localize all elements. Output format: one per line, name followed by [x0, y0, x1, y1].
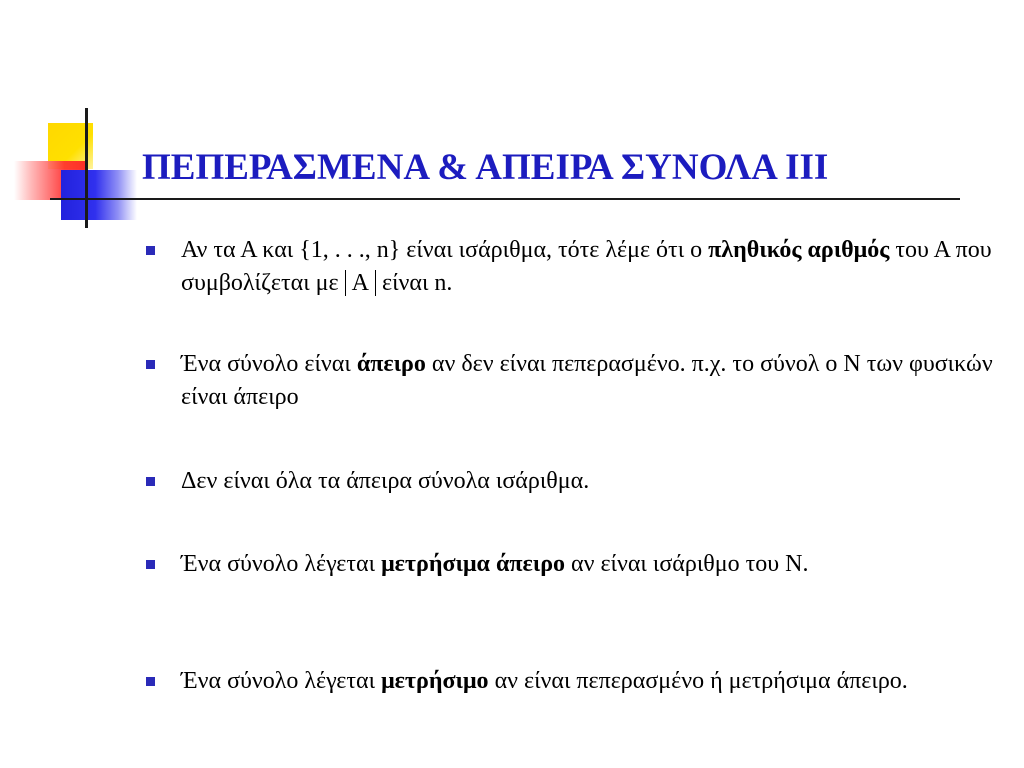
bullet-square-icon	[146, 246, 155, 255]
bullet-square-icon	[146, 360, 155, 369]
bullet-text: αν δεν είναι πεπερασμένο. π.χ. το σύνολ ο Ν των φυσικών είναι άπειρο	[181, 351, 993, 410]
bullet-text: Δεν είναι όλα τα άπειρα σύνολα ισάριθμα.	[181, 468, 590, 494]
bullet-item-cardinality	[181, 234, 1001, 300]
bullet-bold-term: πληθικός αριθμός	[708, 237, 890, 263]
bullet-square-icon	[146, 477, 155, 486]
logo-vertical-line	[85, 108, 88, 228]
logo-blue-square	[61, 170, 137, 220]
bullet-text: Αν τα Α και {1, . . ., n} είναι ισάριθμα, τότε λέμε ότι ο	[181, 237, 709, 263]
bullet-bold-term: άπειρο	[356, 351, 426, 377]
bullet-item-countable	[181, 665, 1001, 698]
bullet-square-icon	[146, 677, 155, 686]
bullet-text: Ένα σύνολο λέγεται	[181, 551, 382, 577]
bullet-text: του Α που συμβολίζεται με	[181, 237, 992, 296]
title-underline	[50, 198, 960, 200]
bullet-item-countably-infinite	[181, 548, 1001, 581]
bullet-text: αν είναι ισάριθμο του Ν.	[565, 551, 809, 577]
bullet-item-infinite	[181, 348, 1001, 414]
bullet-bold-term: μετρήσιμα άπειρο	[381, 551, 566, 577]
bullet-square-icon	[146, 560, 155, 569]
bullet-bold-term: μετρήσιμο	[381, 668, 489, 694]
bullet-item-not-equinumerous	[181, 465, 1001, 498]
cardinality-symbol: Α	[345, 270, 376, 296]
slide-title: ΠΕΠΕΡΑΣΜΕΝΑ & ΑΠΕΙΡΑ ΣΥΝΟΛΑ ΙΙΙ	[142, 147, 829, 188]
bullet-text: Ένα σύνολο είναι	[181, 351, 357, 377]
bullet-text: Ένα σύνολο λέγεται	[181, 668, 382, 694]
bullet-text: είναι n.	[375, 270, 453, 296]
bullet-text: αν είναι πεπερασμένο ή μετρήσιμα άπειρο.	[488, 668, 908, 694]
